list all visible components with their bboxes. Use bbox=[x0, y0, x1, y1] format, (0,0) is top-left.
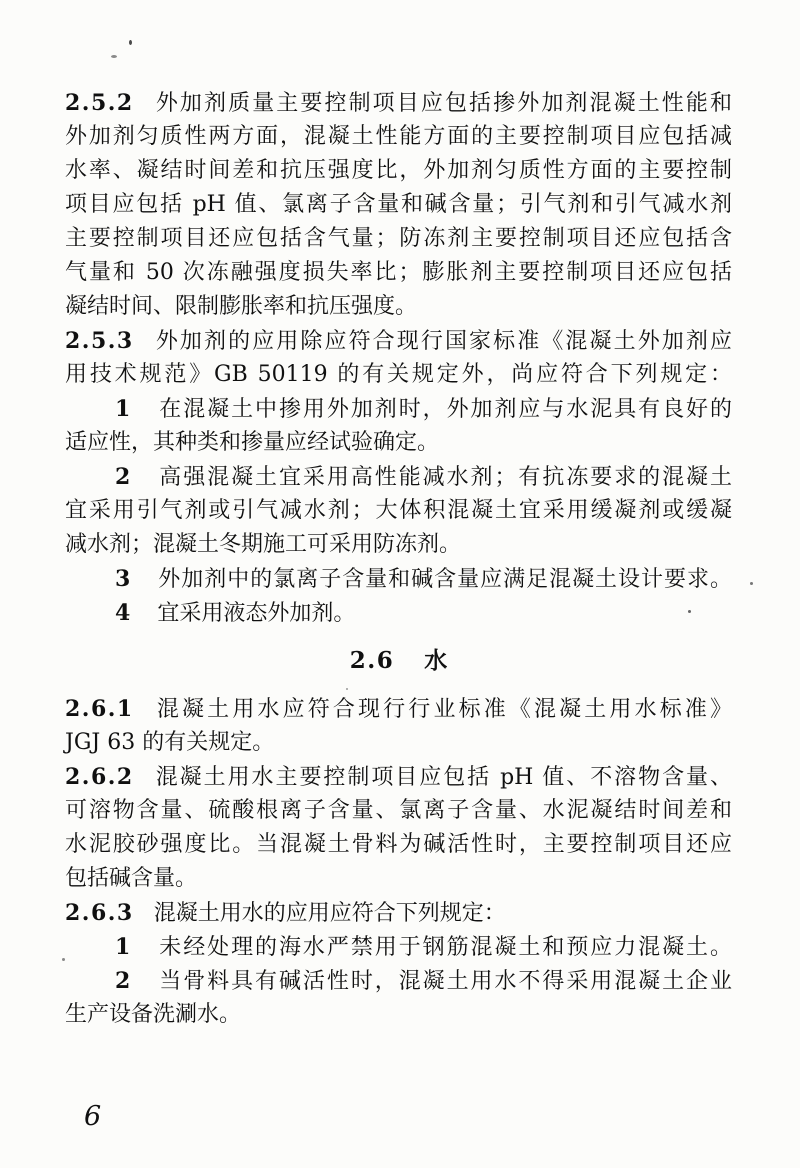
line-text: 包括碱含量。 bbox=[65, 866, 198, 891]
line-text: 生产设备洗涮水。 bbox=[65, 1002, 242, 1027]
line-text: 在混凝土中掺用外加剂时，外加剂应与水泥具有良好的 bbox=[157, 397, 732, 422]
item-number: 4 bbox=[115, 600, 131, 626]
line-text: 混凝土用水的应用应符合下列规定： bbox=[153, 901, 506, 926]
text-line bbox=[65, 290, 732, 324]
list-item-line bbox=[65, 460, 732, 494]
item-number: 3 bbox=[115, 566, 131, 592]
text-line bbox=[65, 760, 732, 794]
section-heading bbox=[65, 644, 732, 678]
line-text: 可溶物含量、硫酸根离子含量、氯离子含量、水泥凝结时间差和 bbox=[65, 798, 732, 823]
section-title: 水 bbox=[424, 647, 448, 674]
line-text: 外加剂中的氯离子含量和碱含量应满足混凝土设计要求。 bbox=[157, 567, 732, 592]
line-text: 主要控制项目还应包括含气量；防冻剂主要控制项目还应包括含 bbox=[65, 226, 732, 251]
text-line bbox=[65, 726, 732, 760]
line-text: 外加剂质量主要控制项目应包括掺外加剂混凝土性能和 bbox=[153, 91, 732, 116]
item-number: 1 bbox=[115, 934, 131, 960]
item-number: 2 bbox=[115, 968, 131, 994]
line-text: 宜采用液态外加剂。 bbox=[157, 601, 356, 626]
line-text: 气量和 50 次冻融强度损失率比；膨胀剂主要控制项目还应包括 bbox=[65, 260, 732, 285]
line-text: 项目应包括 pH 值、氯离子含量和碱含量；引气剂和引气减水剂 bbox=[65, 192, 732, 217]
line-text: 未经处理的海水严禁用于钢筋混凝土和预应力混凝土。 bbox=[157, 935, 732, 960]
line-text: 水率、凝结时间差和抗压强度比，外加剂匀质性方面的主要控制 bbox=[65, 158, 732, 183]
clause-number: 2.6.2 bbox=[65, 764, 134, 790]
line-text: 混凝土用水应符合现行行业标准《混凝土用水标准》 bbox=[153, 697, 732, 722]
section-number: 2.6 bbox=[349, 647, 395, 674]
line-text: 适应性，其种类和掺量应经试验确定。 bbox=[65, 430, 440, 455]
text-line bbox=[65, 528, 732, 562]
text-line bbox=[65, 188, 732, 222]
list-item-line bbox=[65, 964, 732, 998]
text-line bbox=[65, 324, 732, 358]
line-text: 外加剂匀质性两方面，混凝土性能方面的主要控制项目应包括减 bbox=[65, 124, 732, 149]
line-text: 水泥胶砂强度比。当混凝土骨料为碱活性时，主要控制项目还应 bbox=[65, 832, 732, 857]
text-line bbox=[65, 256, 732, 290]
clause-number: 2.5.2 bbox=[65, 90, 134, 116]
text-line bbox=[65, 896, 732, 930]
text-line bbox=[65, 494, 732, 528]
text-line bbox=[65, 426, 732, 460]
text-line bbox=[65, 120, 732, 154]
text-line bbox=[65, 862, 732, 896]
line-text: 混凝土用水主要控制项目应包括 pH 值、不溶物含量、 bbox=[153, 765, 732, 790]
scan-speck bbox=[750, 582, 753, 585]
text-line bbox=[65, 998, 732, 1032]
item-number: 2 bbox=[115, 464, 131, 490]
page-number: 6 bbox=[84, 1101, 102, 1132]
line-text: 当骨料具有碱活性时，混凝土用水不得采用混凝土企业 bbox=[157, 969, 732, 994]
text-line bbox=[65, 692, 732, 726]
clause-number: 2.5.3 bbox=[65, 328, 134, 354]
line-text: 减水剂；混凝土冬期施工可采用防冻剂。 bbox=[65, 532, 462, 557]
line-text: 高强混凝土宜采用高性能减水剂；有抗冻要求的混凝土 bbox=[157, 465, 732, 490]
scan-speck bbox=[129, 40, 132, 45]
text-line bbox=[65, 86, 732, 120]
text-line bbox=[65, 358, 732, 392]
list-item-line bbox=[65, 596, 732, 630]
line-text: 用技术规范》GB 50119 的有关规定外，尚应符合下列规定： bbox=[65, 362, 732, 387]
line-text: 宜采用引气剂或引气减水剂；大体积混凝土宜采用缓凝剂或缓凝 bbox=[65, 498, 732, 523]
text-line bbox=[65, 154, 732, 188]
text-line bbox=[65, 828, 732, 862]
clause-number: 2.6.1 bbox=[65, 696, 134, 722]
list-item-line bbox=[65, 392, 732, 426]
line-text: 凝结时间、限制膨胀率和抗压强度。 bbox=[65, 294, 418, 319]
line-text: 外加剂的应用除应符合现行国家标准《混凝土外加剂应 bbox=[153, 329, 732, 354]
scan-speck bbox=[111, 55, 117, 58]
clause-number: 2.6.3 bbox=[65, 900, 134, 926]
text-block bbox=[65, 86, 732, 1032]
item-number: 1 bbox=[115, 396, 131, 422]
text-line bbox=[65, 222, 732, 256]
text-line bbox=[65, 794, 732, 828]
line-text: JGJ 63 的有关规定。 bbox=[65, 730, 275, 755]
list-item-line bbox=[65, 930, 732, 964]
list-item-line bbox=[65, 562, 732, 596]
